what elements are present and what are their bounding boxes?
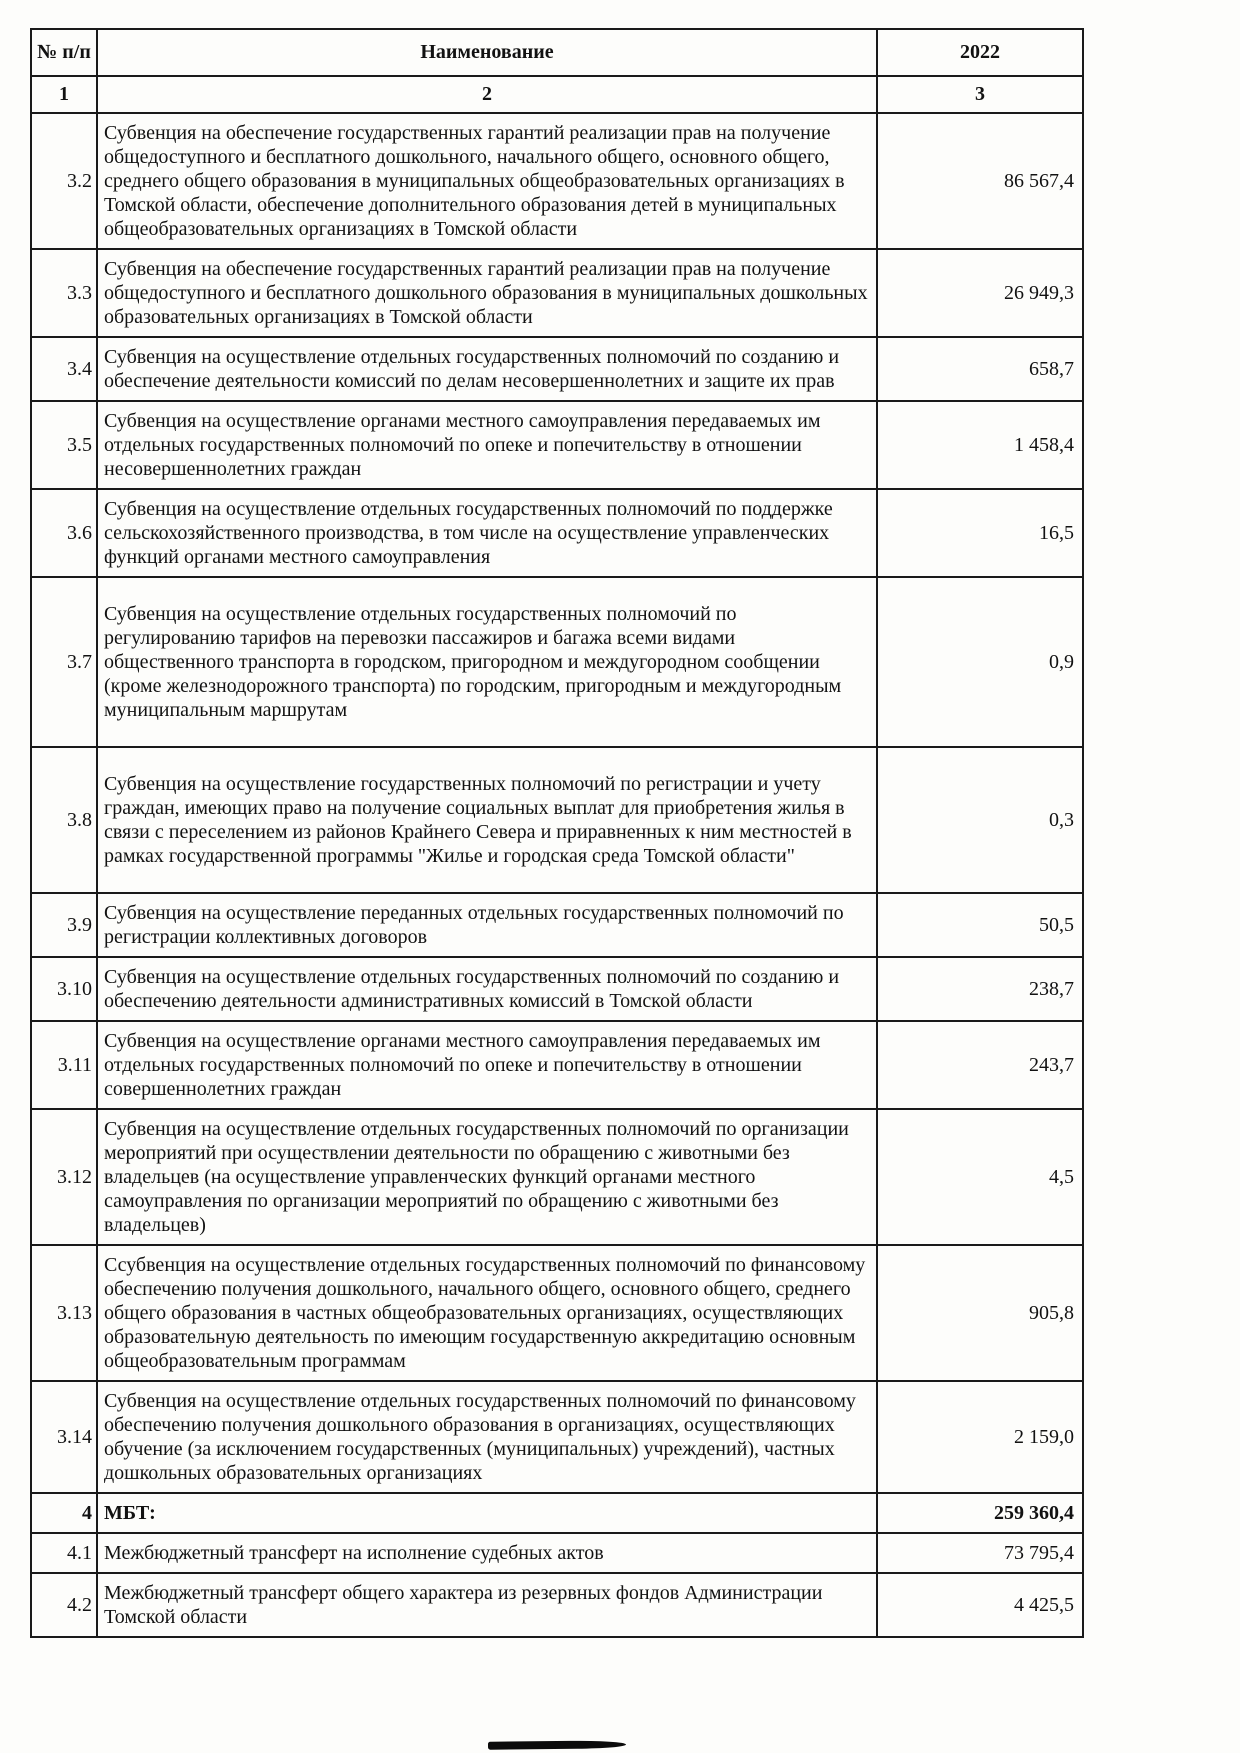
table-row [31, 489, 1083, 577]
table-body [31, 113, 1083, 1637]
row-name: Субвенция на осуществление органами местного самоуправления передаваемых им отдельных государственных полномочий по опеке и попечительству в отношении несовершеннолетних граждан [97, 401, 877, 489]
row-num: 3.11 [31, 1021, 97, 1109]
row-num: 4.1 [31, 1533, 97, 1573]
row-name: Субвенция на обеспечение государственных гарантий реализации прав на получение общедоступного и бесплатного дошкольного образования в муниципальных дошкольных образовательных организациях в Томской области [97, 249, 877, 337]
row-value: 26 949,3 [877, 249, 1083, 337]
table-row [31, 1533, 1083, 1573]
row-value: 238,7 [877, 957, 1083, 1021]
row-num: 3.7 [31, 577, 97, 747]
table-row [31, 893, 1083, 957]
table-row [31, 1381, 1083, 1493]
row-num: 3.14 [31, 1381, 97, 1493]
row-num: 3.12 [31, 1109, 97, 1245]
row-value: 86 567,4 [877, 113, 1083, 249]
row-value: 1 458,4 [877, 401, 1083, 489]
row-num: 3.4 [31, 337, 97, 401]
row-num: 4 [31, 1493, 97, 1533]
row-num: 3.8 [31, 747, 97, 893]
row-num: 3.9 [31, 893, 97, 957]
row-name: МБТ: [97, 1493, 877, 1533]
row-value: 73 795,4 [877, 1533, 1083, 1573]
row-value: 259 360,4 [877, 1493, 1083, 1533]
row-name: Субвенция на осуществление отдельных государственных полномочий по финансовому обеспечению получения дошкольного образования в организациях, осуществляющих обучение (за исключением государственных (муниципальных) учреждений), частных дошкольных образовательных организациях [97, 1381, 877, 1493]
row-name: Субвенция на осуществление переданных отдельных государственных полномочий по регистрации коллективных договоров [97, 893, 877, 957]
table-row [31, 1109, 1083, 1245]
row-value: 0,9 [877, 577, 1083, 747]
subheader-col-1: 1 [31, 76, 97, 113]
row-name: Субвенция на осуществление государственных полномочий по регистрации и учету граждан, имеющих право на получение социальных выплат для приобретения жилья в связи с переселением из районов Крайнего Севера и приравненных к ним местностей в рамках государственной программы "Жилье и городская среда Томской области" [97, 747, 877, 893]
subheader-row [31, 76, 1083, 113]
budget-table [30, 28, 1084, 1638]
table-row [31, 249, 1083, 337]
table-row [31, 747, 1083, 893]
row-value: 2 159,0 [877, 1381, 1083, 1493]
row-num: 3.3 [31, 249, 97, 337]
row-value: 16,5 [877, 489, 1083, 577]
subheader-col-3: 3 [877, 76, 1083, 113]
row-value: 50,5 [877, 893, 1083, 957]
row-value: 4,5 [877, 1109, 1083, 1245]
header-col-num: № п/п [31, 29, 97, 76]
table-row [31, 957, 1083, 1021]
row-name: Межбюджетный трансферт общего характера из резервных фондов Администрации Томской области [97, 1573, 877, 1637]
table-row [31, 401, 1083, 489]
row-num: 3.2 [31, 113, 97, 249]
header-row [31, 29, 1083, 76]
row-name: Субвенция на осуществление отдельных государственных полномочий по организации мероприятий при осуществлении деятельности по обращению с животными без владельцев (на осуществление управленческих функций органами местного самоуправления по организации мероприятий по обращению с животными без владельцев) [97, 1109, 877, 1245]
subheader-col-2: 2 [97, 76, 877, 113]
row-name: Субвенция на осуществление отдельных государственных полномочий по созданию и обеспечение деятельности комиссий по делам несовершеннолетних и защите их прав [97, 337, 877, 401]
table-row [31, 577, 1083, 747]
row-value: 243,7 [877, 1021, 1083, 1109]
table-row [31, 113, 1083, 249]
table-row [31, 1021, 1083, 1109]
row-num: 3.6 [31, 489, 97, 577]
row-num: 4.2 [31, 1573, 97, 1637]
header-col-year: 2022 [877, 29, 1083, 76]
row-name: Межбюджетный трансферт на исполнение судебных актов [97, 1533, 877, 1573]
row-name: Субвенция на обеспечение государственных гарантий реализации прав на получение общедоступного и бесплатного дошкольного, начального общего, основного общего, среднего общего образования в муниципальных общеобразовательных организациях в Томской области, обеспечение дополнительного образования детей в муниципальных общеобразовательных организациях в Томской области [97, 113, 877, 249]
row-name: Субвенция на осуществление отдельных государственных полномочий по регулированию тарифов на перевозки пассажиров и багажа всеми видами общественного транспорта в городском, пригородном и междугородном сообщении (кроме железнодорожного транспорта) по городским, пригородным и междугородным муниципальным маршрутам [97, 577, 877, 747]
row-num: 3.10 [31, 957, 97, 1021]
row-name: Субвенция на осуществление отдельных государственных полномочий по поддержке сельскохозяйственного производства, в том числе на осуществление управленческих функций органами местного самоуправления [97, 489, 877, 577]
table-row [31, 1245, 1083, 1381]
scan-artifact [488, 1740, 626, 1749]
row-num: 3.13 [31, 1245, 97, 1381]
row-value: 4 425,5 [877, 1573, 1083, 1637]
table-header [31, 29, 1083, 113]
table-row [31, 337, 1083, 401]
row-name: Субвенция на осуществление органами местного самоуправления передаваемых им отдельных государственных полномочий по опеке и попечительству в отношении совершеннолетних граждан [97, 1021, 877, 1109]
row-value: 658,7 [877, 337, 1083, 401]
header-col-name: Наименование [97, 29, 877, 76]
table-row [31, 1493, 1083, 1533]
row-value: 0,3 [877, 747, 1083, 893]
row-num: 3.5 [31, 401, 97, 489]
table-row [31, 1573, 1083, 1637]
row-value: 905,8 [877, 1245, 1083, 1381]
row-name: Субвенция на осуществление отдельных государственных полномочий по созданию и обеспечению деятельности административных комиссий в Томской области [97, 957, 877, 1021]
row-name: Ссубвенция на осуществление отдельных государственных полномочий по финансовому обеспечению получения дошкольного, начального общего, основного общего, среднего общего образования в частных общеобразовательных организациях, осуществляющих образовательную деятельность по имеющим государственную аккредитацию основным общеобразовательным программам [97, 1245, 877, 1381]
